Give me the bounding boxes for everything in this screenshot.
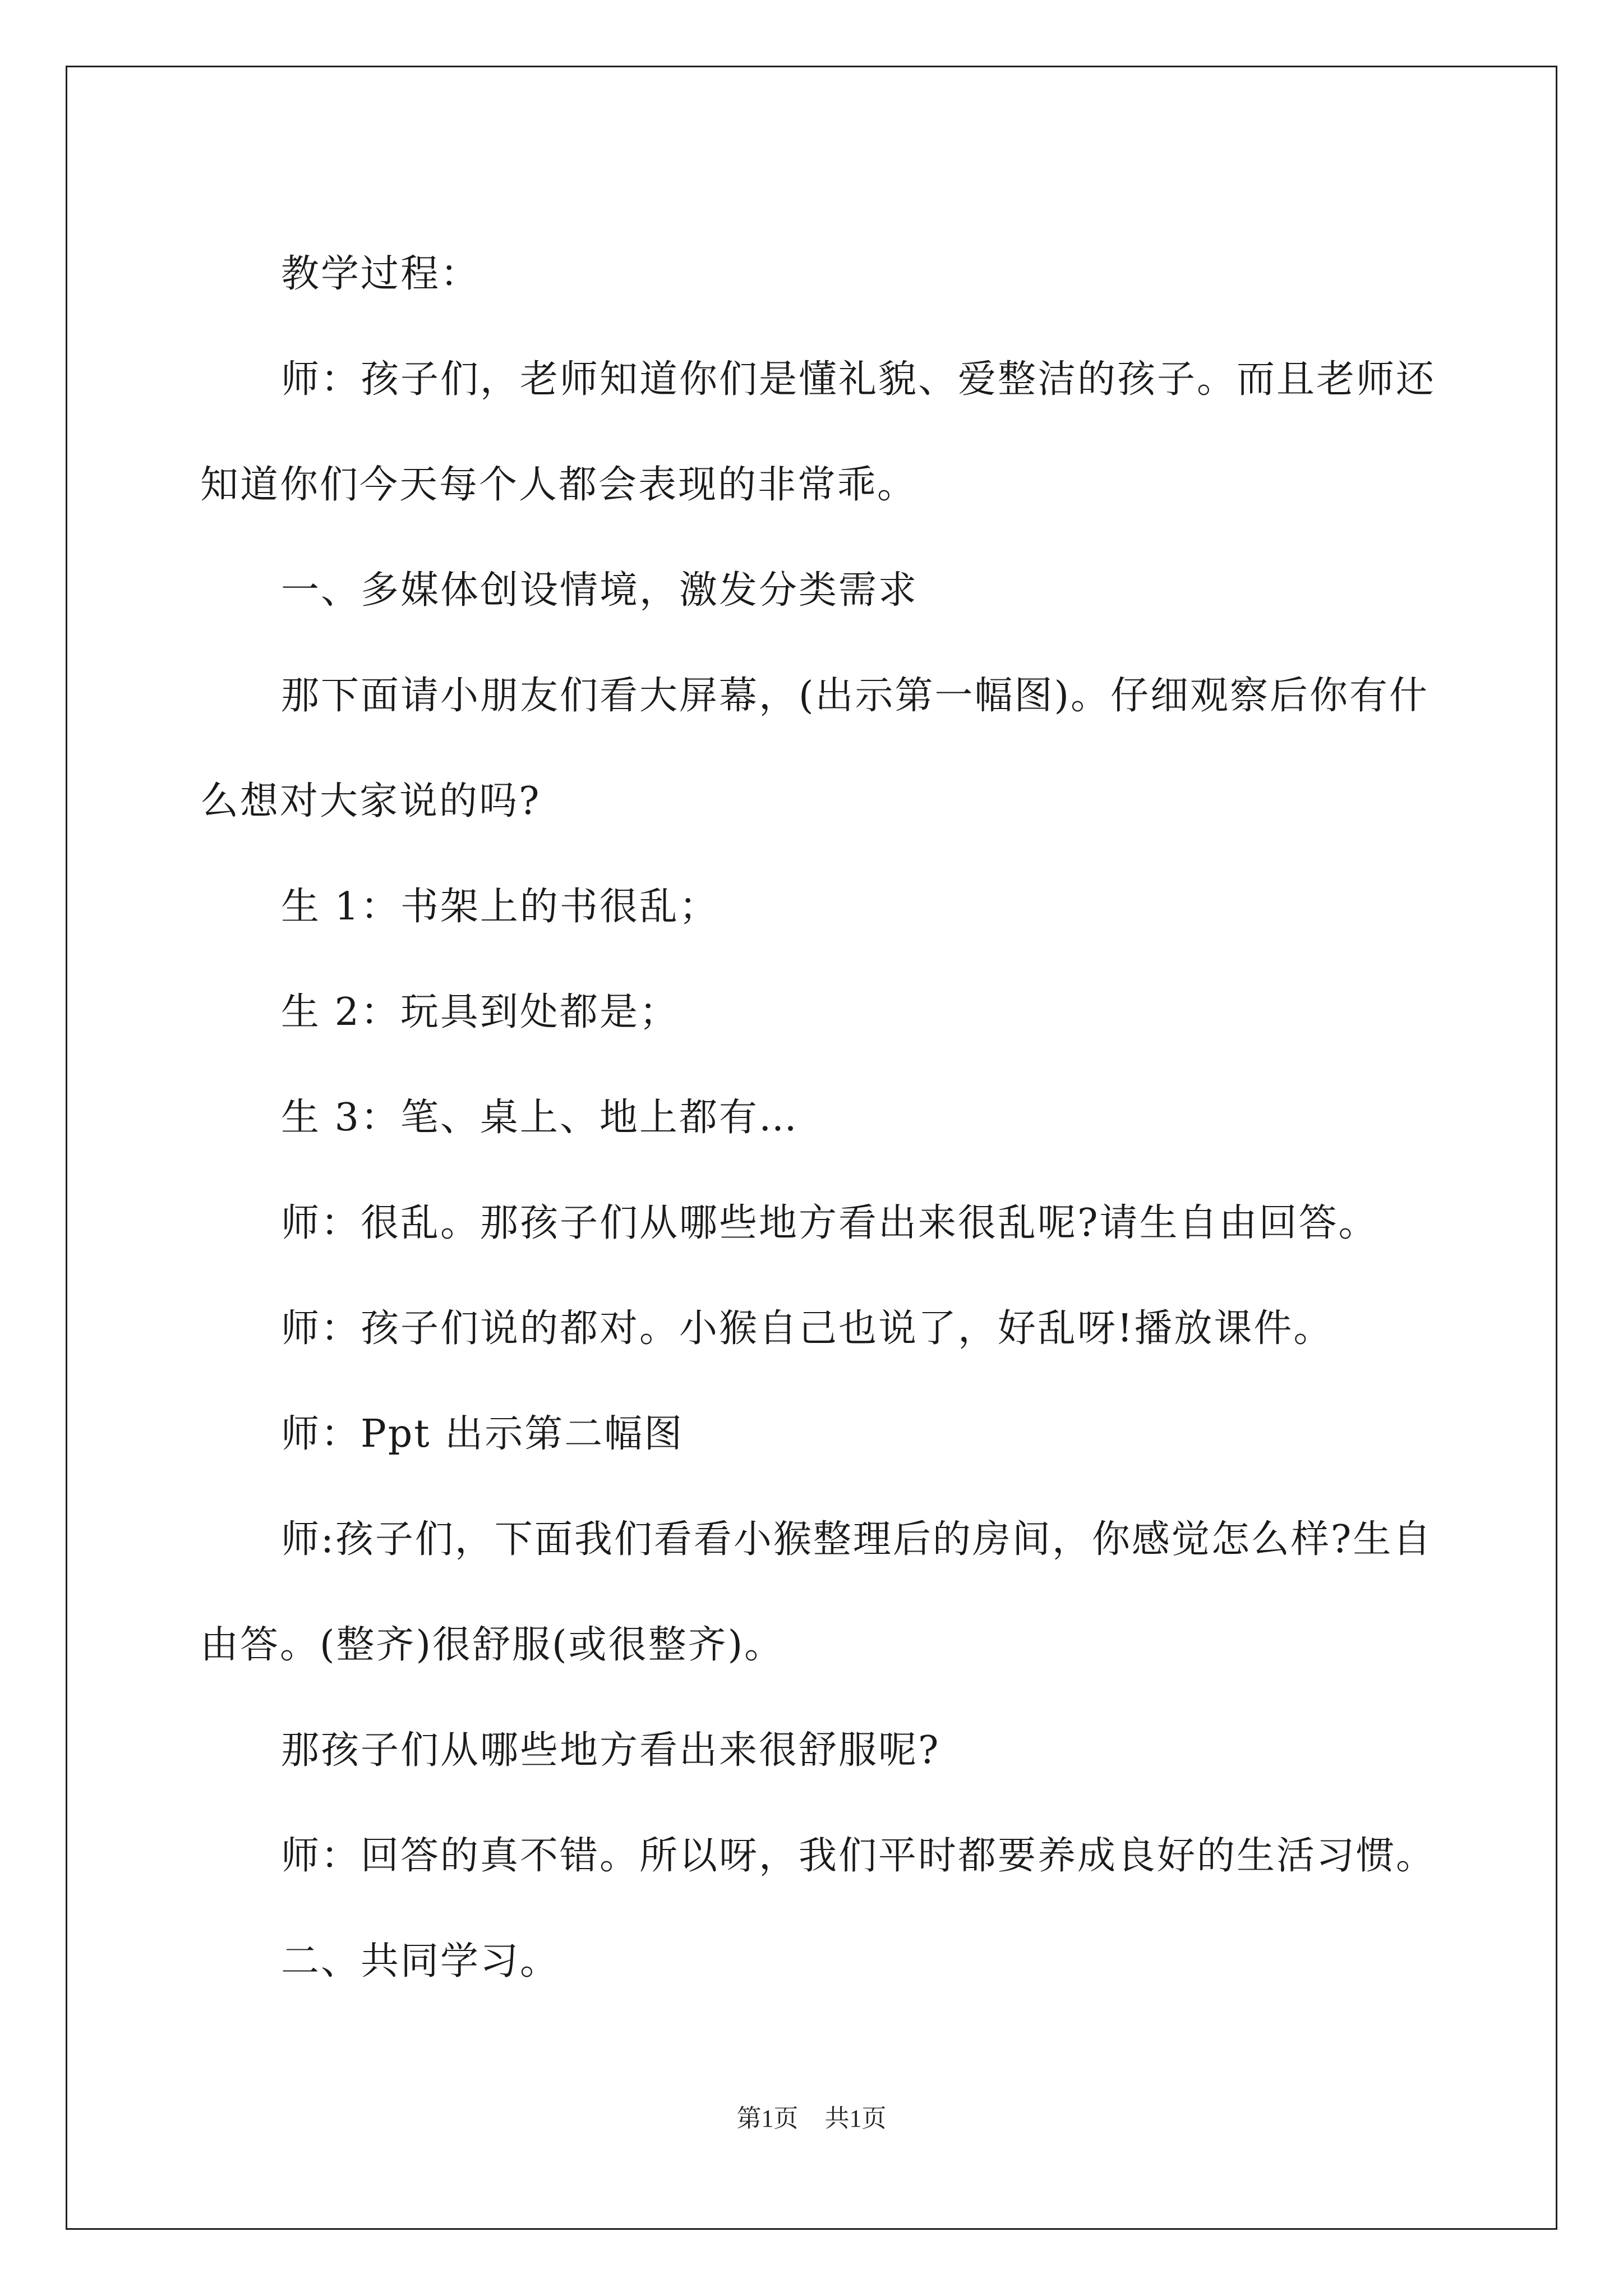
paragraph-teacher-intro: 师：孩子们，老师知道你们是懂礼貌、爱整洁的孩子。而且老师还知道你们今天每个人都会表现的非常乖。 [200,357,1436,507]
paragraph-teacher-habits: 师：回答的真不错。所以呀，我们平时都要养成良好的生活习惯。 [281,1834,1436,1878]
paragraph-screen-prompt: 那下面请小朋友们看大屏幕，(出示第一幅图)。仔细观察后你有什么想对大家说的吗? [200,674,1430,823]
page-number-current: 第1页 [736,2105,799,2132]
paragraph-student-2: 生 2：玩具到处都是； [281,990,679,1034]
paragraph-section-one-heading: 一、多媒体创设情境，激发分类需求 [281,568,919,613]
paragraph-student-1: 生 1：书架上的书很乱； [281,885,719,929]
document-body [200,222,1468,2014]
page-footer [0,2098,1623,2134]
page-number-total: 共1页 [824,2105,887,2132]
paragraph-student-3: 生 3：笔、桌上、地上都有… [281,1096,799,1140]
paragraph-teacher-messy: 师：很乱。那孩子们从哪些地方看出来很乱呢?请生自由回答。 [281,1201,1378,1245]
paragraph-teacher-tidy-room: 师:孩子们，下面我们看看小猴整理后的房间，你感觉怎么样?生自由答。(整齐)很舒服(或很整齐)。 [200,1517,1433,1667]
paragraph-section-two-heading: 二、共同学习。 [281,1939,560,1984]
paragraph-teacher-courseware: 师：孩子们说的都对。小猴自己也说了，好乱呀!播放课件。 [281,1306,1334,1351]
paragraph-teacher-ppt: 师：Ppt 出示第二幅图 [281,1412,684,1456]
paragraph-comfortable-question: 那孩子们从哪些地方看出来很舒服呢? [281,1728,940,1773]
paragraph-heading-process: 教学过程： [281,252,481,296]
